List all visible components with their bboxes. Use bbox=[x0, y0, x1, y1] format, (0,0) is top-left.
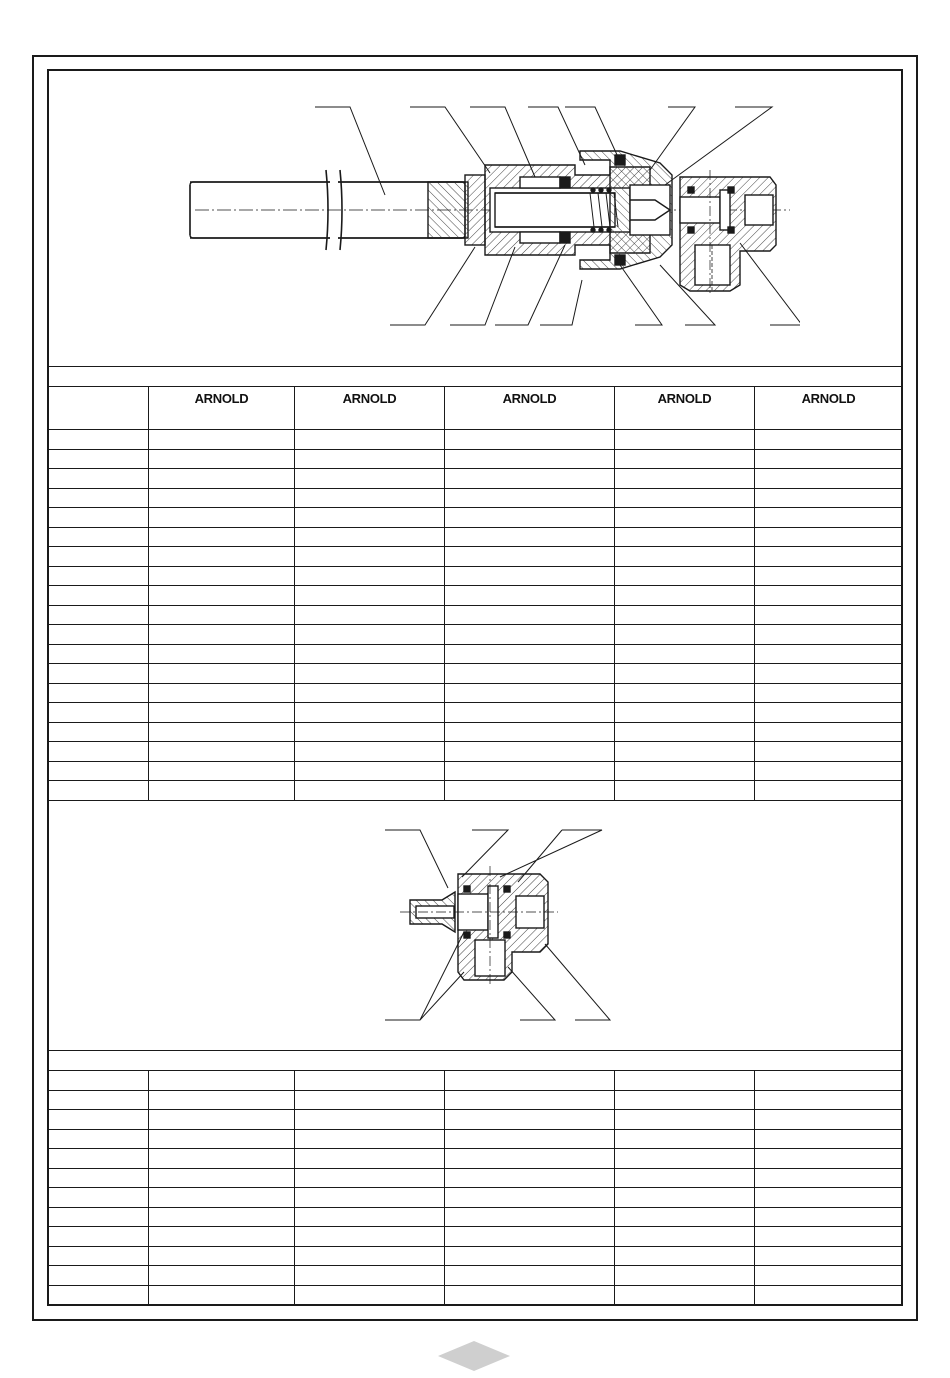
table-cell bbox=[295, 469, 445, 489]
table-cell bbox=[445, 508, 615, 528]
table-cell bbox=[615, 742, 755, 762]
table-caption bbox=[49, 367, 903, 387]
table-cell bbox=[149, 781, 295, 801]
table-row bbox=[49, 469, 903, 489]
table-cell bbox=[49, 527, 149, 547]
table-row bbox=[49, 761, 903, 781]
parts-table-lower bbox=[48, 1050, 903, 1305]
table-cell bbox=[755, 1207, 903, 1227]
table-cell bbox=[295, 1129, 445, 1149]
header-cell bbox=[615, 387, 755, 430]
table-cell bbox=[49, 742, 149, 762]
table-caption bbox=[49, 1051, 903, 1071]
table-cell bbox=[755, 625, 903, 645]
table-cell bbox=[615, 722, 755, 742]
table-cell bbox=[445, 1266, 615, 1286]
table-cell bbox=[49, 1266, 149, 1286]
table-cell bbox=[755, 1071, 903, 1091]
table-cell bbox=[615, 683, 755, 703]
table-cell bbox=[755, 1168, 903, 1188]
table-cell bbox=[755, 1110, 903, 1130]
table-row bbox=[49, 527, 903, 547]
table-cell bbox=[149, 508, 295, 528]
table-cell bbox=[615, 781, 755, 801]
table-cell bbox=[615, 1090, 755, 1110]
table-cell bbox=[149, 1110, 295, 1130]
table-cell bbox=[149, 469, 295, 489]
table-cell bbox=[755, 781, 903, 801]
table-cell bbox=[149, 625, 295, 645]
table-row bbox=[49, 1090, 903, 1110]
table-cell bbox=[615, 508, 755, 528]
table-cell bbox=[49, 566, 149, 586]
table-cell bbox=[445, 430, 615, 450]
table-cell bbox=[295, 781, 445, 801]
table-cell bbox=[445, 625, 615, 645]
table-row bbox=[49, 547, 903, 567]
table-cell bbox=[295, 742, 445, 762]
upper-assembly-drawing bbox=[180, 95, 800, 335]
table-cell bbox=[149, 1168, 295, 1188]
table-cell bbox=[755, 430, 903, 450]
table-cell bbox=[49, 605, 149, 625]
table-cell bbox=[445, 1149, 615, 1169]
brand-label: ARNOLD bbox=[194, 391, 249, 406]
page-marker-shape bbox=[436, 1339, 512, 1373]
table-cell bbox=[755, 586, 903, 606]
table-cell bbox=[615, 586, 755, 606]
table-cell bbox=[49, 1246, 149, 1266]
table-cell bbox=[445, 586, 615, 606]
table-cell bbox=[755, 722, 903, 742]
table-cell bbox=[295, 1188, 445, 1208]
table-cell bbox=[445, 1207, 615, 1227]
table-cell bbox=[49, 722, 149, 742]
table-cell bbox=[295, 644, 445, 664]
table-cell bbox=[445, 1246, 615, 1266]
table-row bbox=[49, 644, 903, 664]
table-cell bbox=[149, 742, 295, 762]
table-cell bbox=[295, 683, 445, 703]
table-cell bbox=[445, 1071, 615, 1091]
table-cell bbox=[149, 547, 295, 567]
table-cell bbox=[755, 469, 903, 489]
table-row bbox=[49, 430, 903, 450]
table-row bbox=[49, 1246, 903, 1266]
table-cell bbox=[149, 703, 295, 723]
table-cell bbox=[615, 605, 755, 625]
table-cell bbox=[49, 430, 149, 450]
table-row bbox=[49, 742, 903, 762]
table-row bbox=[49, 508, 903, 528]
table-cell bbox=[295, 1227, 445, 1247]
table-cell bbox=[295, 586, 445, 606]
table-cell bbox=[295, 1110, 445, 1130]
coupling-nut bbox=[465, 175, 485, 245]
table-cell bbox=[445, 761, 615, 781]
table-cell bbox=[295, 1266, 445, 1286]
table-row bbox=[49, 1207, 903, 1227]
table-cell bbox=[615, 430, 755, 450]
table-cell bbox=[445, 703, 615, 723]
table-cell bbox=[149, 1266, 295, 1286]
table-cell bbox=[295, 761, 445, 781]
table-cell bbox=[295, 722, 445, 742]
brand-label: ARNOLD bbox=[657, 391, 712, 406]
table-cell bbox=[149, 1090, 295, 1110]
table-cell bbox=[615, 644, 755, 664]
brand-label: ARNOLD bbox=[801, 391, 856, 406]
table-cell bbox=[755, 683, 903, 703]
table-row bbox=[49, 1266, 903, 1286]
table-cell bbox=[295, 449, 445, 469]
table-cell bbox=[149, 527, 295, 547]
table-cell bbox=[49, 488, 149, 508]
table-row bbox=[49, 1071, 903, 1091]
table-cell bbox=[615, 527, 755, 547]
table-row bbox=[49, 1129, 903, 1149]
table-cell bbox=[49, 644, 149, 664]
header-cell bbox=[295, 387, 445, 430]
table-cell bbox=[445, 605, 615, 625]
table-cell bbox=[615, 566, 755, 586]
table-cell bbox=[445, 1227, 615, 1247]
table-row bbox=[49, 664, 903, 684]
table-cell bbox=[295, 566, 445, 586]
table-cell bbox=[445, 449, 615, 469]
header-cell bbox=[149, 387, 295, 430]
table-cell bbox=[445, 683, 615, 703]
table-cell bbox=[149, 761, 295, 781]
table-cell bbox=[149, 1227, 295, 1247]
table-caption-row bbox=[49, 1051, 903, 1071]
table-cell bbox=[149, 1207, 295, 1227]
table-cell bbox=[445, 664, 615, 684]
table-cell bbox=[445, 722, 615, 742]
table-cell bbox=[445, 1129, 615, 1149]
table-cell bbox=[755, 1285, 903, 1305]
table-cell bbox=[445, 644, 615, 664]
brand-label: ARNOLD bbox=[342, 391, 397, 406]
table-cell bbox=[755, 761, 903, 781]
table-cell bbox=[445, 547, 615, 567]
table-cell bbox=[615, 1285, 755, 1305]
table-cell bbox=[615, 625, 755, 645]
table-cell bbox=[755, 547, 903, 567]
table-cell bbox=[49, 664, 149, 684]
table-cell bbox=[755, 742, 903, 762]
table-cell bbox=[755, 449, 903, 469]
table-cell bbox=[615, 1168, 755, 1188]
table-cell bbox=[149, 683, 295, 703]
table-row bbox=[49, 1188, 903, 1208]
table-cell bbox=[49, 469, 149, 489]
table-cell bbox=[295, 488, 445, 508]
header-cell bbox=[755, 387, 903, 430]
table-cell bbox=[755, 1227, 903, 1247]
table-cell bbox=[295, 508, 445, 528]
table-cell bbox=[49, 586, 149, 606]
table-cell bbox=[49, 449, 149, 469]
table-cell bbox=[49, 625, 149, 645]
table-cell bbox=[615, 664, 755, 684]
table-cell bbox=[445, 1110, 615, 1130]
table-cell bbox=[295, 1090, 445, 1110]
table-cell bbox=[445, 469, 615, 489]
table-cell bbox=[49, 1129, 149, 1149]
table-cell bbox=[295, 605, 445, 625]
table-row bbox=[49, 781, 903, 801]
brand-label: ARNOLD bbox=[502, 391, 557, 406]
table-cell bbox=[755, 527, 903, 547]
table-cell bbox=[149, 1129, 295, 1149]
table-cell bbox=[615, 1071, 755, 1091]
table-cell bbox=[615, 469, 755, 489]
table-header-row bbox=[49, 387, 903, 430]
header-cell bbox=[445, 387, 615, 430]
table-cell bbox=[755, 488, 903, 508]
table-cell bbox=[755, 1246, 903, 1266]
table-cell bbox=[49, 1090, 149, 1110]
table-row bbox=[49, 625, 903, 645]
table-cell bbox=[49, 1168, 149, 1188]
table-caption-row bbox=[49, 367, 903, 387]
table-cell bbox=[49, 1188, 149, 1208]
table-cell bbox=[149, 722, 295, 742]
table-cell bbox=[149, 1285, 295, 1305]
table-cell bbox=[445, 488, 615, 508]
table-cell bbox=[295, 1207, 445, 1227]
table-cell bbox=[49, 683, 149, 703]
table-cell bbox=[445, 1168, 615, 1188]
table-cell bbox=[755, 703, 903, 723]
table-row bbox=[49, 1285, 903, 1305]
table-cell bbox=[149, 1149, 295, 1169]
table-cell bbox=[445, 1090, 615, 1110]
table-cell bbox=[615, 1207, 755, 1227]
table-cell bbox=[295, 1071, 445, 1091]
table-cell bbox=[295, 1149, 445, 1169]
table-cell bbox=[755, 1090, 903, 1110]
table-cell bbox=[49, 1207, 149, 1227]
table-row bbox=[49, 1227, 903, 1247]
table-cell bbox=[755, 1266, 903, 1286]
table-body bbox=[49, 1071, 903, 1305]
table-cell bbox=[755, 664, 903, 684]
table-row bbox=[49, 566, 903, 586]
table-row bbox=[49, 449, 903, 469]
table-cell bbox=[149, 605, 295, 625]
table-cell bbox=[755, 1149, 903, 1169]
table-cell bbox=[49, 1071, 149, 1091]
table-body bbox=[49, 430, 903, 801]
table-cell bbox=[615, 703, 755, 723]
table-cell bbox=[295, 664, 445, 684]
table-cell bbox=[755, 644, 903, 664]
table-cell bbox=[149, 664, 295, 684]
table-cell bbox=[149, 1246, 295, 1266]
table-cell bbox=[149, 1071, 295, 1091]
table-cell bbox=[615, 1227, 755, 1247]
table-cell bbox=[295, 527, 445, 547]
table-cell bbox=[295, 1168, 445, 1188]
table-cell bbox=[755, 605, 903, 625]
table-cell bbox=[149, 644, 295, 664]
table-cell bbox=[49, 1149, 149, 1169]
table-row bbox=[49, 683, 903, 703]
table-cell bbox=[49, 1110, 149, 1130]
table-cell bbox=[615, 1110, 755, 1130]
table-cell bbox=[295, 430, 445, 450]
table-cell bbox=[445, 1285, 615, 1305]
table-cell bbox=[615, 1246, 755, 1266]
table-row bbox=[49, 703, 903, 723]
table-cell bbox=[149, 1188, 295, 1208]
table-cell bbox=[149, 566, 295, 586]
table-cell bbox=[615, 1149, 755, 1169]
header-cell bbox=[49, 387, 149, 430]
table-cell bbox=[149, 449, 295, 469]
table-cell bbox=[295, 1285, 445, 1305]
table-cell bbox=[615, 547, 755, 567]
table-cell bbox=[615, 488, 755, 508]
table-cell bbox=[49, 781, 149, 801]
table-row bbox=[49, 1168, 903, 1188]
table-cell bbox=[755, 566, 903, 586]
table-cell bbox=[445, 527, 615, 547]
table-cell bbox=[149, 430, 295, 450]
table-row bbox=[49, 1149, 903, 1169]
table-row bbox=[49, 722, 903, 742]
table-cell bbox=[295, 547, 445, 567]
table-cell bbox=[49, 508, 149, 528]
table-cell bbox=[49, 703, 149, 723]
table-cell bbox=[49, 547, 149, 567]
table-cell bbox=[445, 1188, 615, 1208]
table-cell bbox=[49, 1227, 149, 1247]
table-cell bbox=[755, 1129, 903, 1149]
table-cell bbox=[615, 761, 755, 781]
lower-assembly-drawing bbox=[380, 822, 620, 1027]
table-cell bbox=[755, 508, 903, 528]
table-cell bbox=[615, 449, 755, 469]
table-cell bbox=[295, 1246, 445, 1266]
table-row bbox=[49, 488, 903, 508]
table-row bbox=[49, 586, 903, 606]
table-cell bbox=[445, 566, 615, 586]
table-cell bbox=[445, 781, 615, 801]
table-cell bbox=[755, 1188, 903, 1208]
table-cell bbox=[615, 1129, 755, 1149]
parts-table-upper bbox=[48, 366, 903, 801]
table-cell bbox=[49, 761, 149, 781]
table-cell bbox=[615, 1188, 755, 1208]
table-cell bbox=[149, 488, 295, 508]
table-row bbox=[49, 605, 903, 625]
table-cell bbox=[615, 1266, 755, 1286]
table-cell bbox=[445, 742, 615, 762]
table-cell bbox=[49, 1285, 149, 1305]
table-cell bbox=[149, 586, 295, 606]
table-row bbox=[49, 1110, 903, 1130]
table-cell bbox=[295, 625, 445, 645]
table-cell bbox=[295, 703, 445, 723]
